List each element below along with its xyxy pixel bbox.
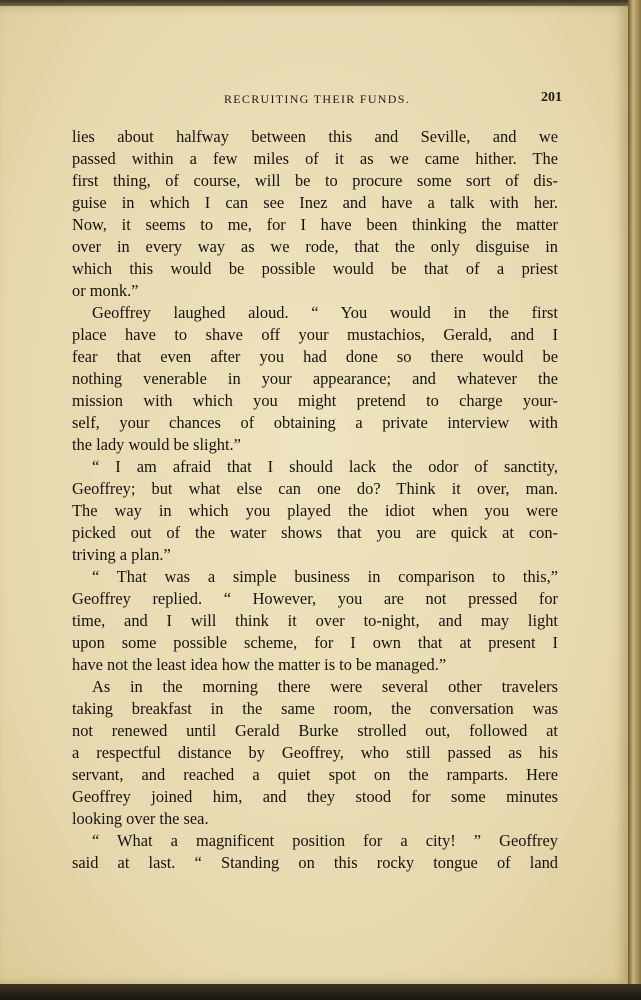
text-line: The way in which you played the idiot when you were [72, 501, 558, 520]
text-line: a respectful distance by Geoffrey, who still passed as his [72, 743, 558, 762]
text-line: Now, it seems to me, for I have been thinking the matter [72, 215, 558, 234]
text-line: self, your chances of obtaining a private interview with [72, 413, 558, 432]
text-line: triving a plan.” [72, 545, 171, 564]
text-line: servant, and reached a quiet spot on the ramparts. Here [72, 765, 558, 784]
text-line: said at last. “ Standing on this rocky tongue of land [72, 853, 558, 872]
text-line: upon some possible scheme, for I own that at present I [72, 633, 558, 652]
text-line: which this would be possible would be that of a priest [72, 259, 558, 278]
text-line: lies about halfway between this and Seville, and we [72, 127, 558, 146]
text-line: “ That was a simple business in comparison to this,” [92, 567, 558, 586]
text-line: As in the morning there were several other travelers [92, 677, 558, 696]
text-line: looking over the sea. [72, 809, 209, 828]
text-line: “ What a magnificent position for a city! ” Geoffrey [92, 831, 558, 850]
text-line: have not the least idea how the matter is to be managed.” [72, 655, 447, 674]
book-bottom-edge [0, 984, 641, 1000]
text-line: nothing venerable in your appearance; and whatever the [72, 369, 558, 388]
text-line: first thing, of course, will be to procure some sort of dis- [72, 171, 558, 190]
text-line: Geoffrey laughed aloud. “ You would in the first [92, 303, 558, 322]
page-header [72, 90, 562, 108]
book-gutter [628, 0, 641, 1000]
running-title: RECRUITING THEIR FUNDS. [223, 92, 411, 106]
text-line: the lady would be slight.” [72, 435, 241, 454]
text-line: “ I am afraid that I should lack the odor of sanctity, [92, 457, 558, 476]
page-number: 201 [541, 90, 562, 105]
text-line: guise in which I can see Inez and have a talk with her. [72, 193, 558, 212]
text-line: Geoffrey; but what else can one do? Think it over, man. [72, 479, 558, 498]
text-line: fear that even after you had done so there would be [72, 347, 558, 366]
text-line: taking breakfast in the same room, the conversation was [72, 699, 558, 718]
text-line: Geoffrey joined him, and they stood for some minutes [72, 787, 558, 806]
text-line: over in every way as we rode, that the only disguise in [72, 237, 558, 256]
text-line: picked out of the water shows that you are quick at con- [72, 523, 558, 542]
text-line: passed within a few miles of it as we came hither. The [72, 149, 558, 168]
text-line: not renewed until Gerald Burke strolled out, followed at [72, 721, 558, 740]
text-line: mission with which you might pretend to charge your- [72, 391, 558, 410]
text-line: time, and I will think it over to-night, and may light [72, 611, 558, 630]
body-text [72, 126, 558, 874]
text-line: or monk.” [72, 281, 139, 300]
text-line: Geoffrey replied. “ However, you are not pressed for [72, 589, 558, 608]
text-line: place have to shave off your mustachios, Gerald, and I [72, 325, 558, 344]
